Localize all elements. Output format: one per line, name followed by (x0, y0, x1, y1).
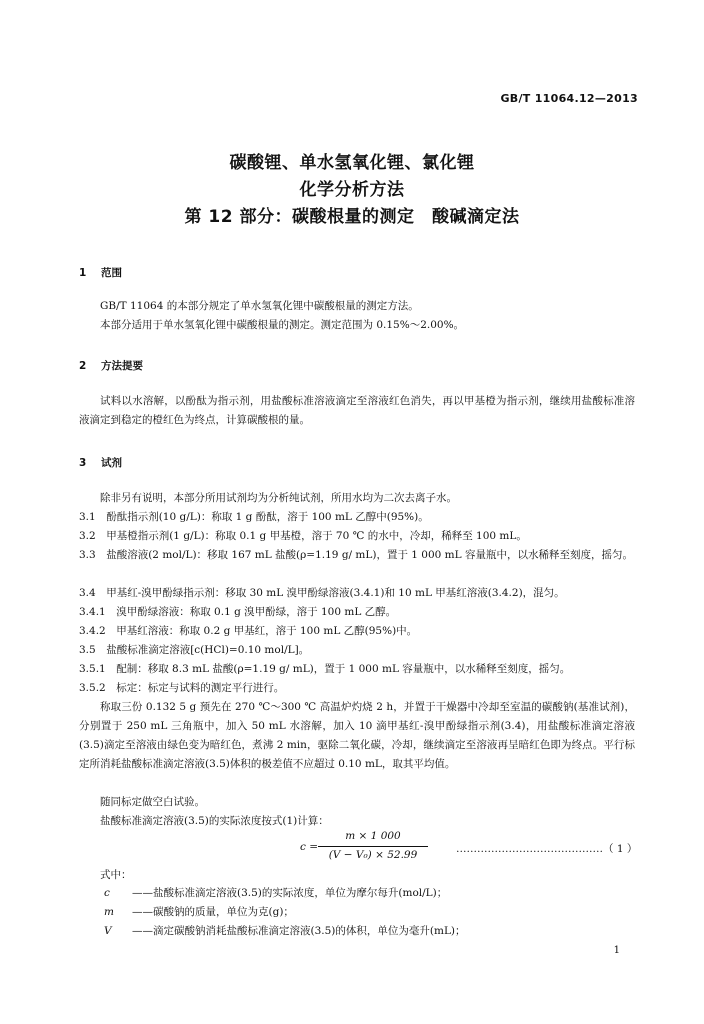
symbol-definition-c (104, 885, 447, 900)
symbol-definition-m (104, 904, 294, 919)
equation-number: ……………………………………（ 1 ） (456, 843, 638, 855)
scope-paragraph-2: 本部分适用于单水氢氧化锂中碳酸根量的测定。测定范围为 0.15%～2.00%。 (100, 319, 465, 331)
section-number: 3 (79, 457, 87, 469)
principle-paragraph: 试料以水溶解，以酚酞为指示剂，用盐酸标准溶液滴定至溶液红色消失，再以甲基橙为指示剂，继续用盐酸标准溶液滴定到稳定的橙红色为终点，计算碳酸根的量。 (79, 395, 635, 426)
calibration-paragraph: 称取三份 0.132 5 g 预先在 270 ℃～300 ℃ 高温炉灼烧 2 h，并置于干燥器中冷却至室温的碳酸钠(基准试剂)，分别置于 250 mL 三角瓶中，加入 50 mL 水溶解，加入 10 滴甲基红-溴甲酚绿指示剂(3.4)，用盐酸标准滴定溶液(3.5)滴定至溶液由绿色变为暗红色，煮沸 2 min，驱除二氧化碳，冷却，继续滴定至溶液再呈暗红色即为终点。平行标定所消耗盐酸标准滴定溶液(3.5)体积的极差值不应超过 0.10 mL，取其平均值。 (79, 701, 635, 770)
symbol: c (104, 887, 110, 899)
reagent-3-5-1: 3.5.1 配制：移取 8.3 mL 盐酸(ρ=1.19 g/ mL)，置于 1 000 mL 容量瓶中，以水稀释至刻度，摇匀。 (79, 663, 571, 675)
reagent-3-4-2: 3.4.2 甲基红溶液：称取 0.2 g 甲基红，溶于 100 mL 乙醇(95%)中。 (79, 625, 418, 637)
symbol: m (104, 906, 114, 918)
formula-intro: 盐酸标准滴定溶液(3.5)的实际浓度按式(1)计算： (100, 815, 329, 827)
symbol-description: ——滴定碳酸钠消耗盐酸标准滴定溶液(3.5)的体积，单位为毫升(mL)； (132, 925, 466, 937)
reagent-3-4: 3.4 甲基红-溴甲酚绿指示剂：移取 30 mL 溴甲酚绿溶液(3.4.1)和 10 mL 甲基红溶液(3.4.2)，混匀。 (79, 587, 565, 599)
section-2-heading (79, 358, 143, 373)
symbol-description: ——碳酸钠的质量，单位为克(g)； (132, 906, 294, 918)
blank-test-note: 随同标定做空白试验。 (100, 796, 205, 808)
title-line-3: 第 12 部分：碳酸根量的测定 酸碱滴定法 (184, 207, 520, 227)
section-3-heading (79, 455, 122, 470)
symbol-definition-v (104, 923, 466, 938)
reagent-3-5-2: 3.5.2 标定：标定与试料的测定平行进行。 (79, 682, 285, 694)
symbol-description: ——盐酸标准滴定溶液(3.5)的实际浓度，单位为摩尔每升(mol/L)； (132, 887, 448, 899)
reagent-3-4-1: 3.4.1 溴甲酚绿溶液：称取 0.1 g 溴甲酚绿，溶于 100 mL 乙醇。 (79, 606, 397, 618)
scope-paragraph-1: GB/T 11064 的本部分规定了单水氢氧化锂中碳酸根量的测定方法。 (100, 300, 419, 312)
where-label: 式中： (100, 869, 132, 881)
section-title: 试剂 (101, 457, 122, 469)
section-title: 方法提要 (101, 360, 143, 372)
section-number: 1 (79, 267, 87, 279)
document-title (0, 150, 704, 231)
reagent-3-3: 3.3 盐酸溶液(2 mol/L)：移取 167 mL 盐酸(ρ=1.19 g/ mL)，置于 1 000 mL 容量瓶中，以水稀释至刻度，摇匀。 (79, 549, 633, 561)
reagent-3-5: 3.5 盐酸标准滴定溶液[c(HCl)=0.10 mol/L]。 (79, 644, 310, 656)
reagent-3-1: 3.1 酚酞指示剂(10 g/L)：称取 1 g 酚酞，溶于 100 mL 乙醇中(95%)。 (79, 511, 429, 523)
formula-denominator: (V − V₀) × 52.99 (328, 849, 418, 861)
section-title: 范围 (101, 267, 122, 279)
fraction-bar (318, 846, 428, 847)
section-1-heading (79, 265, 122, 280)
reagent-3-2: 3.2 甲基橙指示剂(1 g/L)：称取 0.1 g 甲基橙，溶于 70 ℃ 的水中，冷却，稀释至 100 mL。 (79, 530, 527, 542)
page-number: 1 (613, 945, 620, 956)
symbol: V (104, 925, 112, 937)
title-line-2: 化学分析方法 (299, 180, 405, 200)
standard-code: GB/T 11064.12—2013 (500, 92, 638, 105)
reagents-intro: 除非另有说明，本部分所用试剂均为分析纯试剂，所用水均为二次去离子水。 (100, 492, 457, 504)
title-line-1: 碳酸锂、单水氢氧化锂、氯化锂 (229, 153, 475, 173)
formula-lhs: c = (300, 841, 319, 853)
section-number: 2 (79, 360, 87, 372)
formula-numerator: m × 1 000 (345, 830, 401, 842)
